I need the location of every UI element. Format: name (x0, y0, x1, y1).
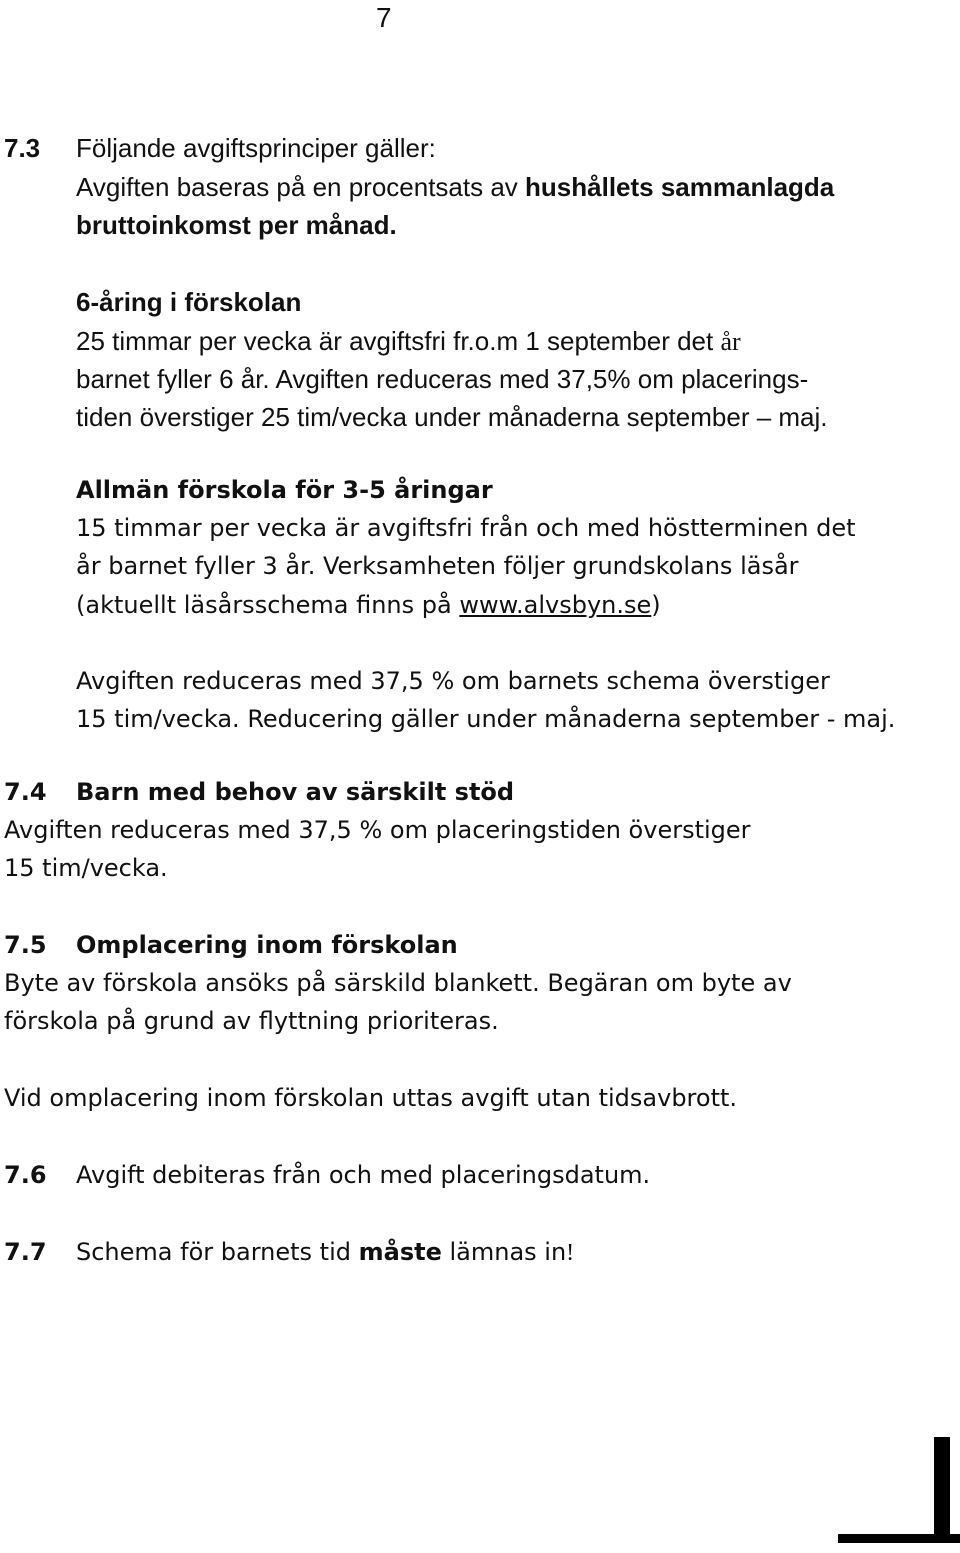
sub1-line-3: tiden överstiger 25 tim/vecka under månaderna september – maj. (76, 402, 828, 432)
text: (aktuellt läsårsschema finns på (76, 591, 460, 619)
page-number: 7 (376, 2, 392, 33)
section-7-3-line-2: bruttoinkomst per månad. (76, 210, 397, 240)
text: Avgiften baseras på en procentsats av (76, 172, 526, 202)
sub2-line-2: år barnet fyller 3 år. Verksamheten följer grundskolans läsår (76, 552, 799, 580)
text: 25 timmar per vecka är avgiftsfri fr.o.m 1 september det (76, 326, 721, 356)
crop-mark-vertical (934, 1437, 950, 1542)
text: ) (651, 591, 661, 619)
bold-text: hushållets sammanlagda (525, 172, 835, 202)
text: år (720, 327, 741, 356)
sub2-line-5: 15 tim/vecka. Reducering gäller under månaderna september - maj. (76, 705, 896, 733)
section-heading-7-5: Omplacering inom förskolan (76, 931, 458, 959)
sub1-line-2: barnet fyller 6 år. Avgiften reduceras med 37,5% om placerings- (76, 364, 809, 394)
section-7-5-line-2: förskola på grund av flyttning prioriteras. (4, 1007, 499, 1035)
section-number-7-7: 7.7 (4, 1238, 47, 1266)
section-7-6-text: Avgift debiteras från och med placeringsdatum. (76, 1161, 651, 1189)
section-number-7-6: 7.6 (4, 1161, 47, 1189)
section-7-5-line-3: Vid omplacering inom förskolan uttas avgift utan tidsavbrott. (4, 1084, 738, 1112)
section-heading-7-3: Följande avgiftsprinciper gäller: (76, 133, 436, 163)
section-7-5-line-1: Byte av förskola ansöks på särskild blankett. Begäran om byte av (4, 969, 792, 997)
text: lämnas in (441, 1238, 567, 1266)
text: Schema för barnets tid (76, 1238, 359, 1266)
subheading-6-aring: 6-åring i förskolan (76, 287, 302, 317)
subheading-allman-forskola: Allmän förskola för 3-5 åringar (76, 476, 493, 504)
sub2-line-1: 15 timmar per vecka är avgiftsfri från och med höstterminen det (76, 514, 856, 542)
section-7-7-text (76, 1240, 574, 1265)
sub2-line-4: Avgiften reduceras med 37,5 % om barnets schema överstiger (76, 667, 830, 695)
section-7-4-line-2: 15 tim/vecka. (4, 854, 168, 882)
section-number-7-3: 7.3 (4, 133, 41, 163)
section-number-7-5: 7.5 (4, 931, 47, 959)
text: ! (566, 1240, 575, 1266)
crop-mark-horizontal (838, 1534, 960, 1543)
sub2-line-3 (76, 593, 661, 617)
bold-text: måste (358, 1238, 442, 1266)
section-number-7-4: 7.4 (4, 778, 47, 806)
sub1-line-1 (76, 328, 741, 355)
section-7-4-line-1: Avgiften reduceras med 37,5 % om placeringstiden överstiger (4, 816, 751, 844)
section-7-3-line-1 (76, 174, 834, 200)
section-heading-7-4: Barn med behov av särskilt stöd (76, 778, 515, 806)
website-link[interactable]: www.alvsbyn.se (459, 591, 652, 619)
